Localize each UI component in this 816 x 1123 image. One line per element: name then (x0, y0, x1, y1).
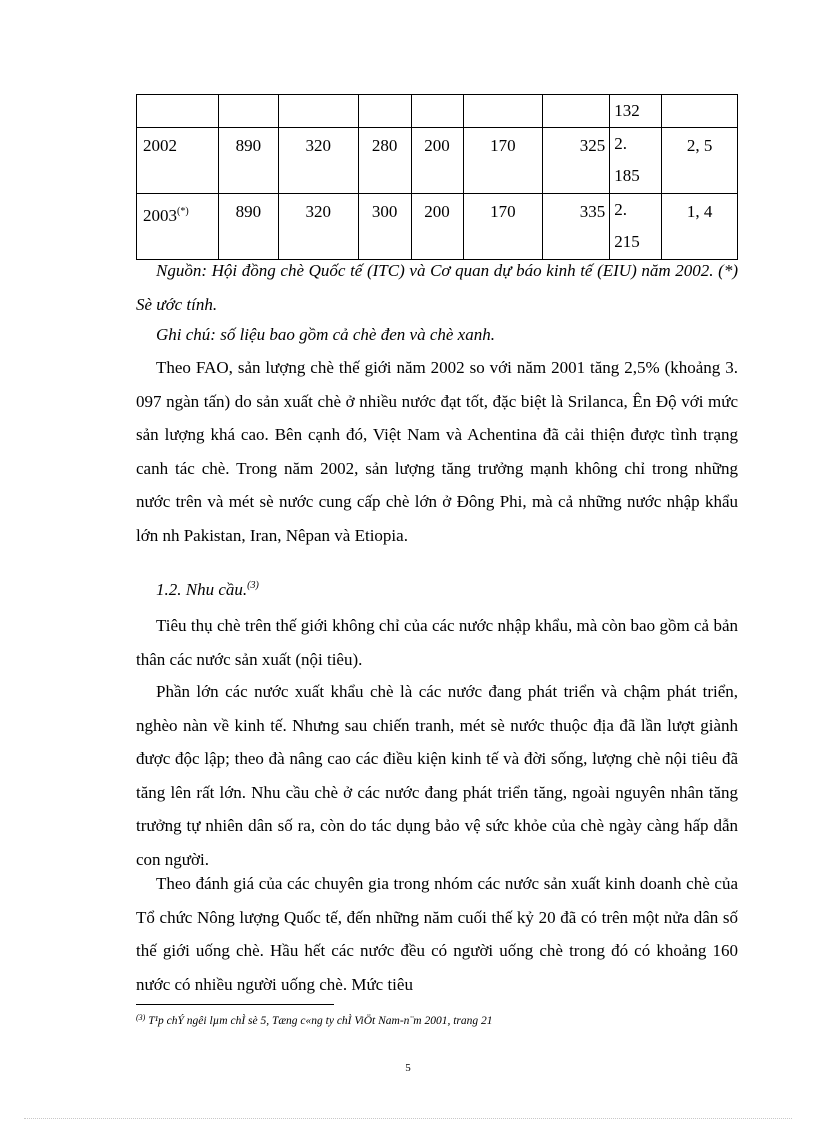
footnote (136, 1013, 493, 1027)
table-cell: 890 (218, 194, 278, 260)
table-cell-growth: 2, 5 (662, 128, 738, 194)
table-cell: 280 (358, 128, 411, 194)
table-cell-year: 2002 (137, 128, 219, 194)
table-cell: 200 (411, 194, 463, 260)
table-cell-growth: 1, 4 (662, 194, 738, 260)
table-cell-total (610, 194, 662, 260)
total-part-b: 215 (614, 232, 640, 251)
paragraph-consumption: Tiêu thụ chè trên thế giới không chỉ của các nước nhập khẩu, mà còn bao gồm cả bản thân các nước sản xuất (nội tiêu). (136, 616, 738, 669)
footnote-marker: (3) (136, 1013, 146, 1022)
paragraph-fao-production: Theo FAO, sản lượng chè thế giới năm 2002 so với năm 2001 tăng 2,5% (khoảng 3. 097 ngàn tấn) do sản xuất chè ở nhiều nước đạt tốt, đặc biệt là Srilanca, Ên Độ với mức sản lượng khá cao. Bên cạnh đó, Việt Nam và Achentina đã cải thiện được tình trạng canh tác chè. Trong năm 2002, sản lượng tăng trưởng mạnh không chỉ trong những nước trên và mét sè nước cung cấp chè lớn ở Đông Phi, mà cả những nước nhập khẩu lớn nh Pakistan, Iran, Nêpan và Etiopia. (136, 358, 738, 545)
table-cell: 200 (411, 128, 463, 194)
table-cell: 300 (358, 194, 411, 260)
table-row (137, 194, 738, 260)
table-cell (278, 95, 358, 128)
year-estimate-marker: (*) (177, 206, 189, 217)
total-part-a: 2. (614, 134, 627, 153)
year-value: 2003 (143, 206, 177, 225)
paragraph-expert-assessment: Theo đánh giá của các chuyên gia trong nhóm các nước sản xuất kinh doanh chè của Tổ chức Nông lượng Quốc tế, đến những năm cuối thế kỷ 20 đã có trên một nửa dân số thế giới uống chè. Hầu hết các nước đều có người uống chè trong đó có khoảng 160 nước có nhiều người uống chè. Mức tiêu (136, 874, 738, 994)
table-source-note: Nguồn: Hội đồng chè Quốc tế (ITC) và Cơ quan dự báo kinh tế (EIU) năm 2002. (*) Sè ước tính. (136, 261, 738, 314)
footnote-divider (136, 1004, 334, 1005)
table-row (137, 95, 738, 128)
table-cell: 335 (543, 194, 610, 260)
table-cell (218, 95, 278, 128)
table-cell (543, 95, 610, 128)
table-cell: 170 (463, 194, 543, 260)
table-cell: 320 (278, 194, 358, 260)
footnote-reference: (3) (247, 580, 259, 591)
table-cell-year (137, 194, 219, 260)
table-cell: 890 (218, 128, 278, 194)
footnote-text: T¹p chÝ ngêi lµm chÌ sè 5, Tæng c«ng ty chÌ ViÖt Nam-n¨m 2001, trang 21 (145, 1015, 493, 1027)
table-remark: Ghi chú: số liệu bao gồm cả chè đen và chè xanh. (156, 325, 495, 344)
table-cell: 320 (278, 128, 358, 194)
table-row (137, 128, 738, 194)
table-cell (411, 95, 463, 128)
table-cell-total: 132 (610, 95, 662, 128)
table-cell: 325 (543, 128, 610, 194)
total-part-a: 2. (614, 200, 627, 219)
table-cell-year (137, 95, 219, 128)
table-cell-total (610, 128, 662, 194)
section-heading (136, 569, 738, 607)
tea-production-table (136, 94, 738, 260)
table-cell (358, 95, 411, 128)
table-cell: 170 (463, 128, 543, 194)
section-heading-text: 1.2. Nhu cầu. (156, 580, 248, 599)
table-cell-growth (662, 95, 738, 128)
page-number: 5 (405, 1062, 411, 1074)
page-edge-divider (24, 1118, 792, 1119)
total-part-b: 185 (614, 166, 640, 185)
table-cell (463, 95, 543, 128)
paragraph-exporters: Phần lớn các nước xuất khẩu chè là các nước đang phát triển và chậm phát triển, nghèo nàn về kinh tế. Nhưng sau chiến tranh, mét sè nước thuộc địa đã lần lượt giành được độc lập; theo đà nâng cao các điều kiện kinh tế và đời sống, lượng chè nội tiêu đã tăng lên rất lớn. Nhu cầu chè ở các nước đang phát triển tăng, ngoài nguyên nhân tăng trưởng tự nhiên dân số ra, còn do tác dụng bảo vệ sức khỏe của chè ngày càng hấp dẫn con người. (136, 682, 738, 869)
